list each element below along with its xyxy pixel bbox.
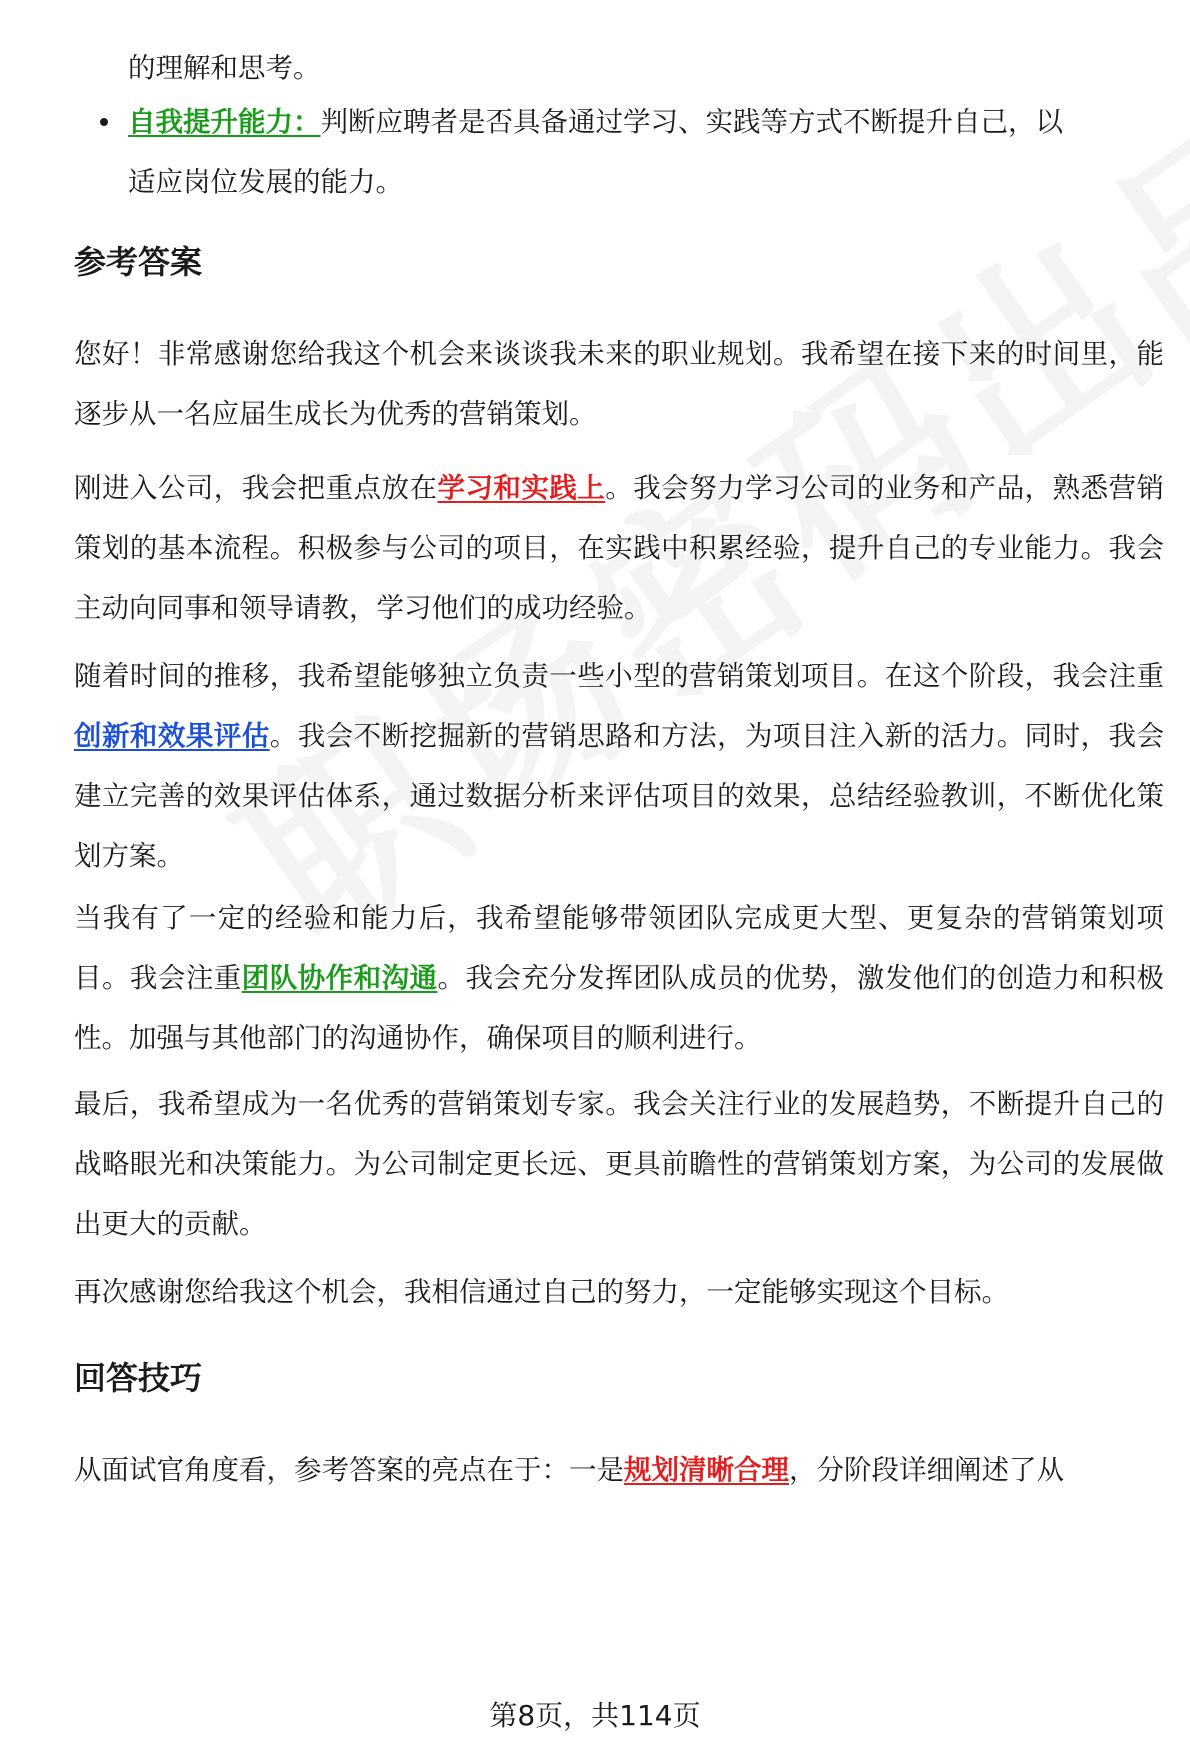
bullet-dot-icon	[100, 118, 108, 126]
answer-paragraph-1: 您好！非常感谢您给我这个机会来谈谈我未来的职业规划。我希望在接下来的时间里，能逐步从一名应届生成长为优秀的营销策划。	[74, 338, 1164, 430]
answer-paragraph-5: 最后，我希望成为一名优秀的营销策划专家。我会关注行业的发展趋势，不断提升自己的战略眼光和决策能力。为公司制定更长远、更具前瞻性的营销策划方案，为公司的发展做出更大的贡献。	[74, 1088, 1164, 1240]
tips-paragraph-1: 从面试官角度看，参考答案的亮点在于：一是规划清晰合理，分阶段详细阐述了从	[74, 1454, 1064, 1486]
highlight-study-practice: 学习和实践上	[437, 472, 606, 504]
answer-paragraph-4: 当我有了一定的经验和能力后，我希望能够带领团队完成更大型、更复杂的营销策划项目。我会注重团队协作和沟通。我会充分发挥团队成员的优势，激发他们的创造力和积极性。加强与其他部门的沟通协作，确保项目的顺利进行。	[74, 902, 1165, 1054]
bullet-text-line2: 适应岗位发展的能力。	[128, 166, 403, 198]
bullet-self-improvement	[100, 92, 1160, 212]
bullet-label: 自我提升能力：	[128, 106, 321, 138]
highlight-innovation-evaluation: 创新和效果评估	[74, 720, 270, 752]
answer-paragraph-3: 随着时间的推移，我希望能够独立负责一些小型的营销策划项目。在这个阶段，我会注重创新和效果评估。我会不断挖掘新的营销思路和方法，为项目注入新的活力。同时，我会建立完善的效果评估体系，通过数据分析来评估项目的效果，总结经验教训，不断优化策划方案。	[74, 660, 1165, 872]
answer-paragraph-2: 刚进入公司，我会把重点放在学习和实践上。我会努力学习公司的业务和产品，熟悉营销策划的基本流程。积极参与公司的项目，在实践中积累经验，提升自己的专业能力。我会主动向同事和领导请教，学习他们的成功经验。	[74, 472, 1165, 624]
highlight-clear-plan: 规划清晰合理	[624, 1454, 789, 1486]
answer-paragraph-6: 再次感谢您给我这个机会，我相信通过自己的努力，一定能够实现这个目标。	[74, 1276, 1009, 1308]
highlight-teamwork-communication: 团队协作和沟通	[241, 962, 438, 994]
section-heading-tips: 回答技巧	[74, 1359, 203, 1397]
bullet-text-line1: 判断应聘者是否具备通过学习、实践等方式不断提升自己，以	[320, 106, 1063, 138]
section-heading-answer: 参考答案	[74, 243, 203, 281]
fragment-line: 的理解和思考。	[128, 52, 321, 84]
page-number: 第8页，共114页	[489, 1699, 701, 1732]
